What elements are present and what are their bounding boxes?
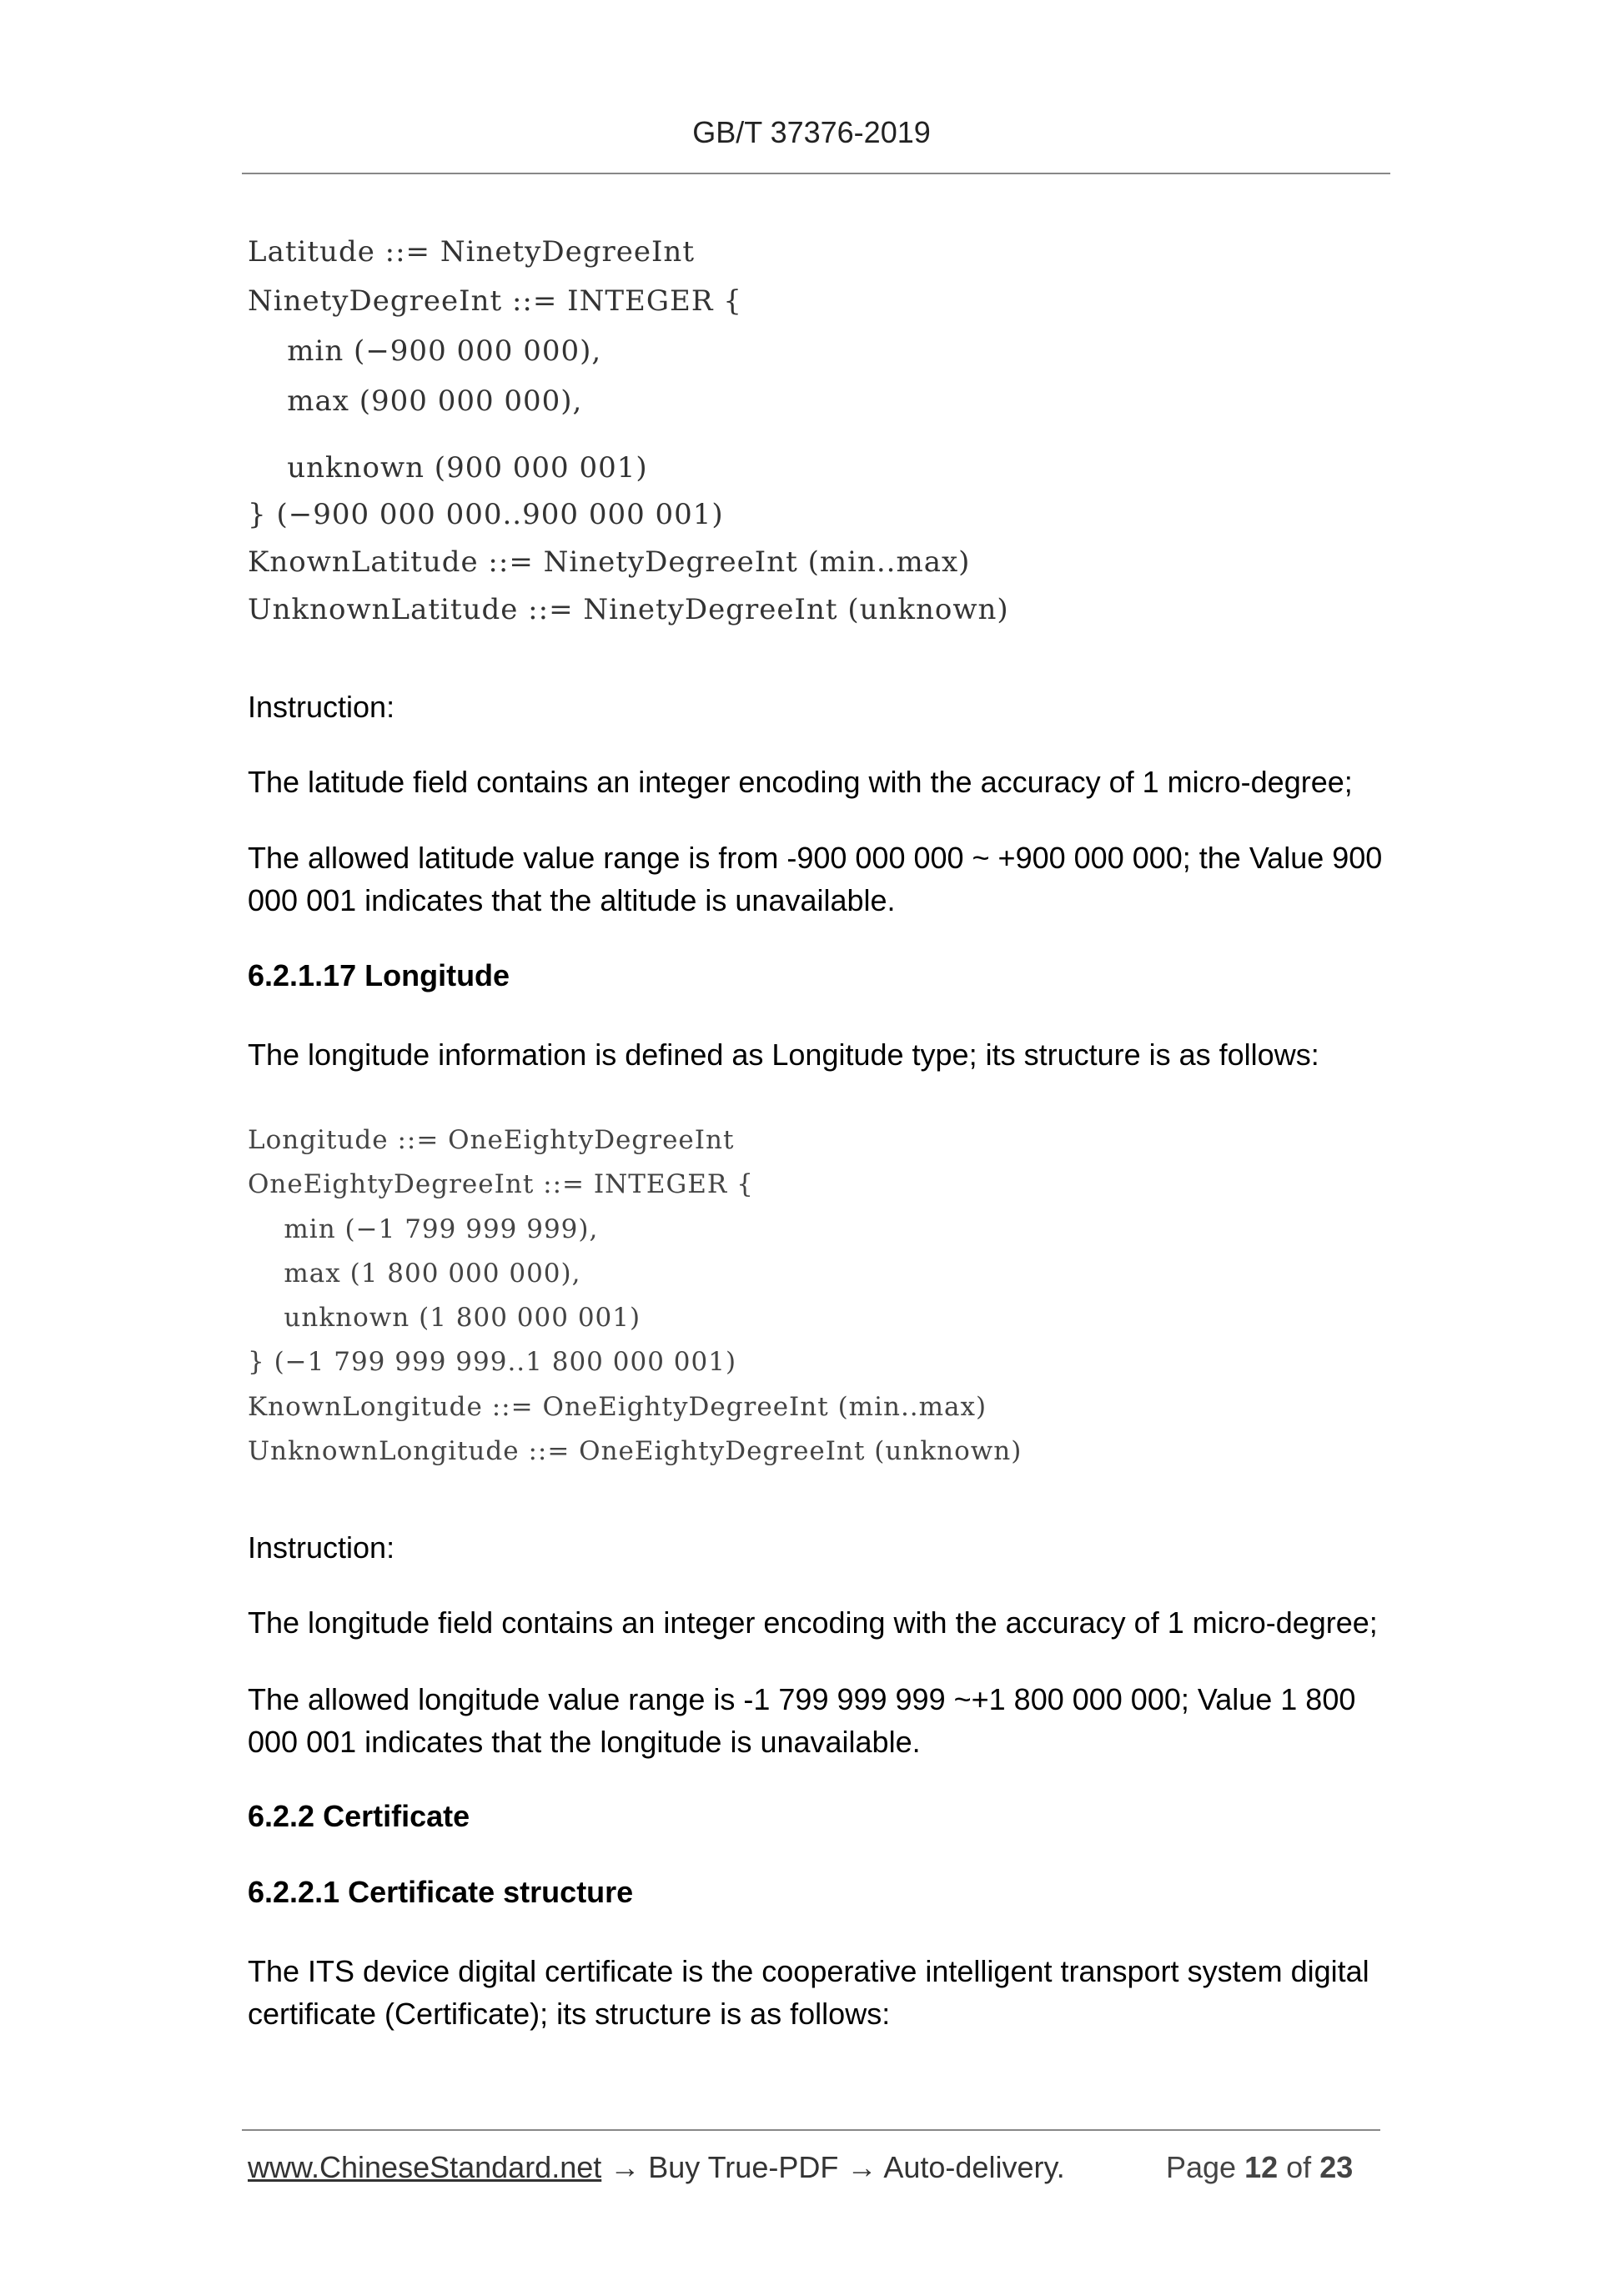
code-line: UnknownLatitude ::= NinetyDegreeInt (unknown) xyxy=(248,593,1009,626)
of-label: of xyxy=(1286,2150,1312,2184)
page-total: 23 xyxy=(1319,2150,1354,2184)
code-line: } (−900 000 000..900 000 001) xyxy=(248,498,724,531)
code-line: max (900 000 000), xyxy=(248,384,583,418)
page-label: Page xyxy=(1166,2150,1237,2184)
code-line: min (−1 799 999 999), xyxy=(248,1214,599,1244)
buy-true-pdf-text: Buy True-PDF xyxy=(648,2150,839,2184)
longitude-paragraph-1: The longitude field contains an integer encoding with the accuracy of 1 micro-degree; xyxy=(248,1605,1378,1640)
code-line: KnownLatitude ::= NinetyDegreeInt (min..max) xyxy=(248,545,971,579)
section-heading-certificate: 6.2.2 Certificate xyxy=(248,1799,470,1833)
page-number: 12 xyxy=(1244,2150,1279,2184)
page-indicator xyxy=(1166,2150,1353,2185)
code-line: NinetyDegreeInt ::= INTEGER { xyxy=(248,284,742,318)
header-divider xyxy=(242,173,1390,174)
auto-delivery-text: Auto-delivery. xyxy=(883,2150,1065,2184)
latitude-paragraph-1: The latitude field contains an integer encoding with the accuracy of 1 micro-degree; xyxy=(248,765,1353,799)
code-line: } (−1 799 999 999..1 800 000 001) xyxy=(248,1347,737,1377)
code-line: KnownLongitude ::= OneEightyDegreeInt (min..max) xyxy=(248,1392,987,1422)
code-line: unknown (900 000 001) xyxy=(248,451,648,485)
code-line: UnknownLongitude ::= OneEightyDegreeInt (unknown) xyxy=(248,1436,1023,1466)
code-line: Longitude ::= OneEightyDegreeInt xyxy=(248,1125,735,1155)
longitude-paragraph-2: The allowed longitude value range is -1 799 999 999 ~+1 800 000 000; Value 1 800 000 001 indicates that the longitude is unavailable. xyxy=(248,1682,1356,1759)
code-line: unknown (1 800 000 001) xyxy=(248,1303,641,1333)
arrow-right-icon: → xyxy=(601,2150,649,2184)
latitude-paragraph-2: The allowed latitude value range is from -900 000 000 ~ +900 000 000; the Value 900 000 001 indicates that the altitude is unavailable. xyxy=(248,841,1383,917)
document-header-title: GB/T 37376-2019 xyxy=(692,115,931,149)
code-line: Latitude ::= NinetyDegreeInt xyxy=(248,235,695,269)
section-heading-longitude: 6.2.1.17 Longitude xyxy=(248,958,510,992)
subsection-heading-certificate-structure: 6.2.2.1 Certificate structure xyxy=(248,1875,634,1909)
code-line: min (−900 000 000), xyxy=(248,334,602,368)
instruction-label: Instruction: xyxy=(248,690,395,724)
footer-divider xyxy=(242,2129,1380,2131)
instruction-label: Instruction: xyxy=(248,1530,395,1565)
code-line: OneEightyDegreeInt ::= INTEGER { xyxy=(248,1169,754,1199)
certificate-intro: The ITS device digital certificate is the cooperative intelligent transport system digital certificate (Certificate); its structure is as follows: xyxy=(248,1954,1369,2031)
footer-bar xyxy=(248,2150,1065,2185)
arrow-right-icon: → xyxy=(838,2150,884,2184)
code-line: max (1 800 000 000), xyxy=(248,1259,581,1289)
longitude-intro: The longitude information is defined as Longitude type; its structure is as follows: xyxy=(248,1037,1319,1072)
website-link[interactable]: www.ChineseStandard.net xyxy=(248,2150,602,2184)
